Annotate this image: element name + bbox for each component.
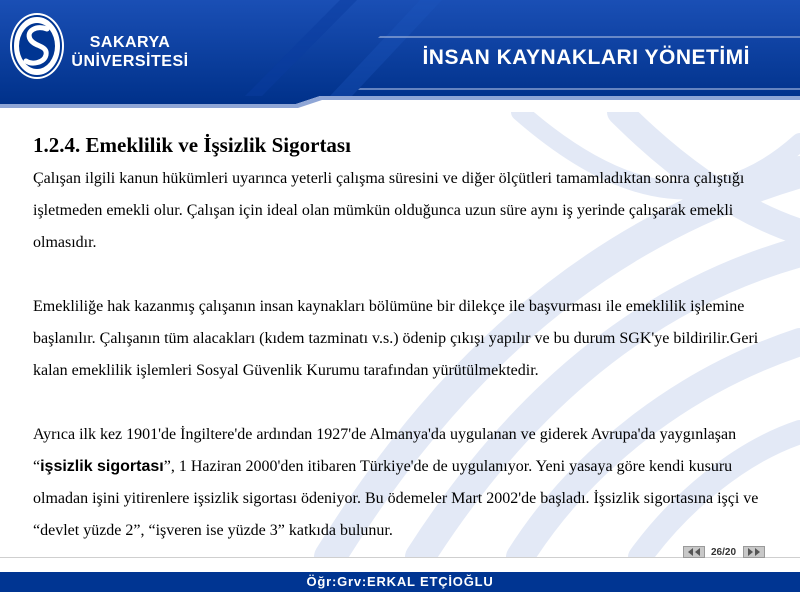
university-logo-icon: [8, 11, 66, 81]
paragraph-2: Emekliliğe hak kazanmış çalışanın insan kaynakları bölümüne bir dilekçe ile başvurması ile emeklilik işlemine başlanılır. Çalışanın tüm alacakları (kıdem tazminatı v.s.) ödenip çıkışı yapılır ve bu durum SGK'ye bildirilir.Geri kalan emeklilik işlemleri Sosyal Güvenlik Kurumu tarafından yürütülmektedir.: [33, 298, 759, 379]
course-title: İNSAN KAYNAKLARI YÖNETİMİ: [422, 46, 750, 69]
page-indicator: 26/20: [711, 546, 737, 558]
university-name-line2: ÜNİVERSİTESİ: [71, 53, 189, 70]
double-chevron-left-icon[interactable]: [683, 546, 705, 558]
bottom-divider: [0, 557, 800, 558]
university-name: [70, 33, 190, 71]
paragraph-1: Çalışan ilgili kanun hükümleri uyarınca yeterli çalışma süresini ve diğer ölçütleri tamamladıktan sonra çalıştığı işletmeden emekli olur. Çalışan için ideal olan mümkün olduğunca uzun süre aynı iş yerinde çalışarak emekli olmasıdır.: [33, 170, 745, 251]
paragraph-3-part1: Ayrıca ilk kez 1901'de İngiltere'de ardından 1927'de Almanya'da uygulanan ve giderek Avrupa'da yaygınlaşan “: [33, 426, 737, 475]
paragraph-spacer: [33, 387, 773, 419]
section-title: 1.2.4. Emeklilik ve İşsizlik Sigortası: [33, 133, 351, 157]
double-chevron-right-icon[interactable]: [743, 546, 765, 558]
header-banner: [0, 0, 800, 112]
paragraph-3: [33, 419, 773, 547]
university-name-line1: SAKARYA: [89, 34, 171, 51]
footer-bar: [0, 572, 800, 592]
slide-content: [33, 131, 773, 547]
footer-spacer: [0, 592, 800, 600]
paragraph-3-bold-term: işsizlik sigortası: [40, 458, 164, 475]
paragraph-spacer: [33, 259, 773, 291]
slide-navigation: [683, 544, 765, 560]
instructor-name: Öğr:Grv:ERKAL ETÇİOĞLU: [306, 574, 494, 589]
paragraph-3-part2: ”, 1 Haziran 2000'den itibaren Türkiye'de de uygulanıyor. Yeni yasaya göre kendi kusuru olmadan işini yitirenlere işsizlik sigortası ödeniyor. Bu ödemeler Mart 2002'de başladı. İşsizlik sigortasına işçi ve “devlet yüzde 2”, “işveren ise yüzde 3” katkıda bulunur.: [33, 458, 759, 539]
